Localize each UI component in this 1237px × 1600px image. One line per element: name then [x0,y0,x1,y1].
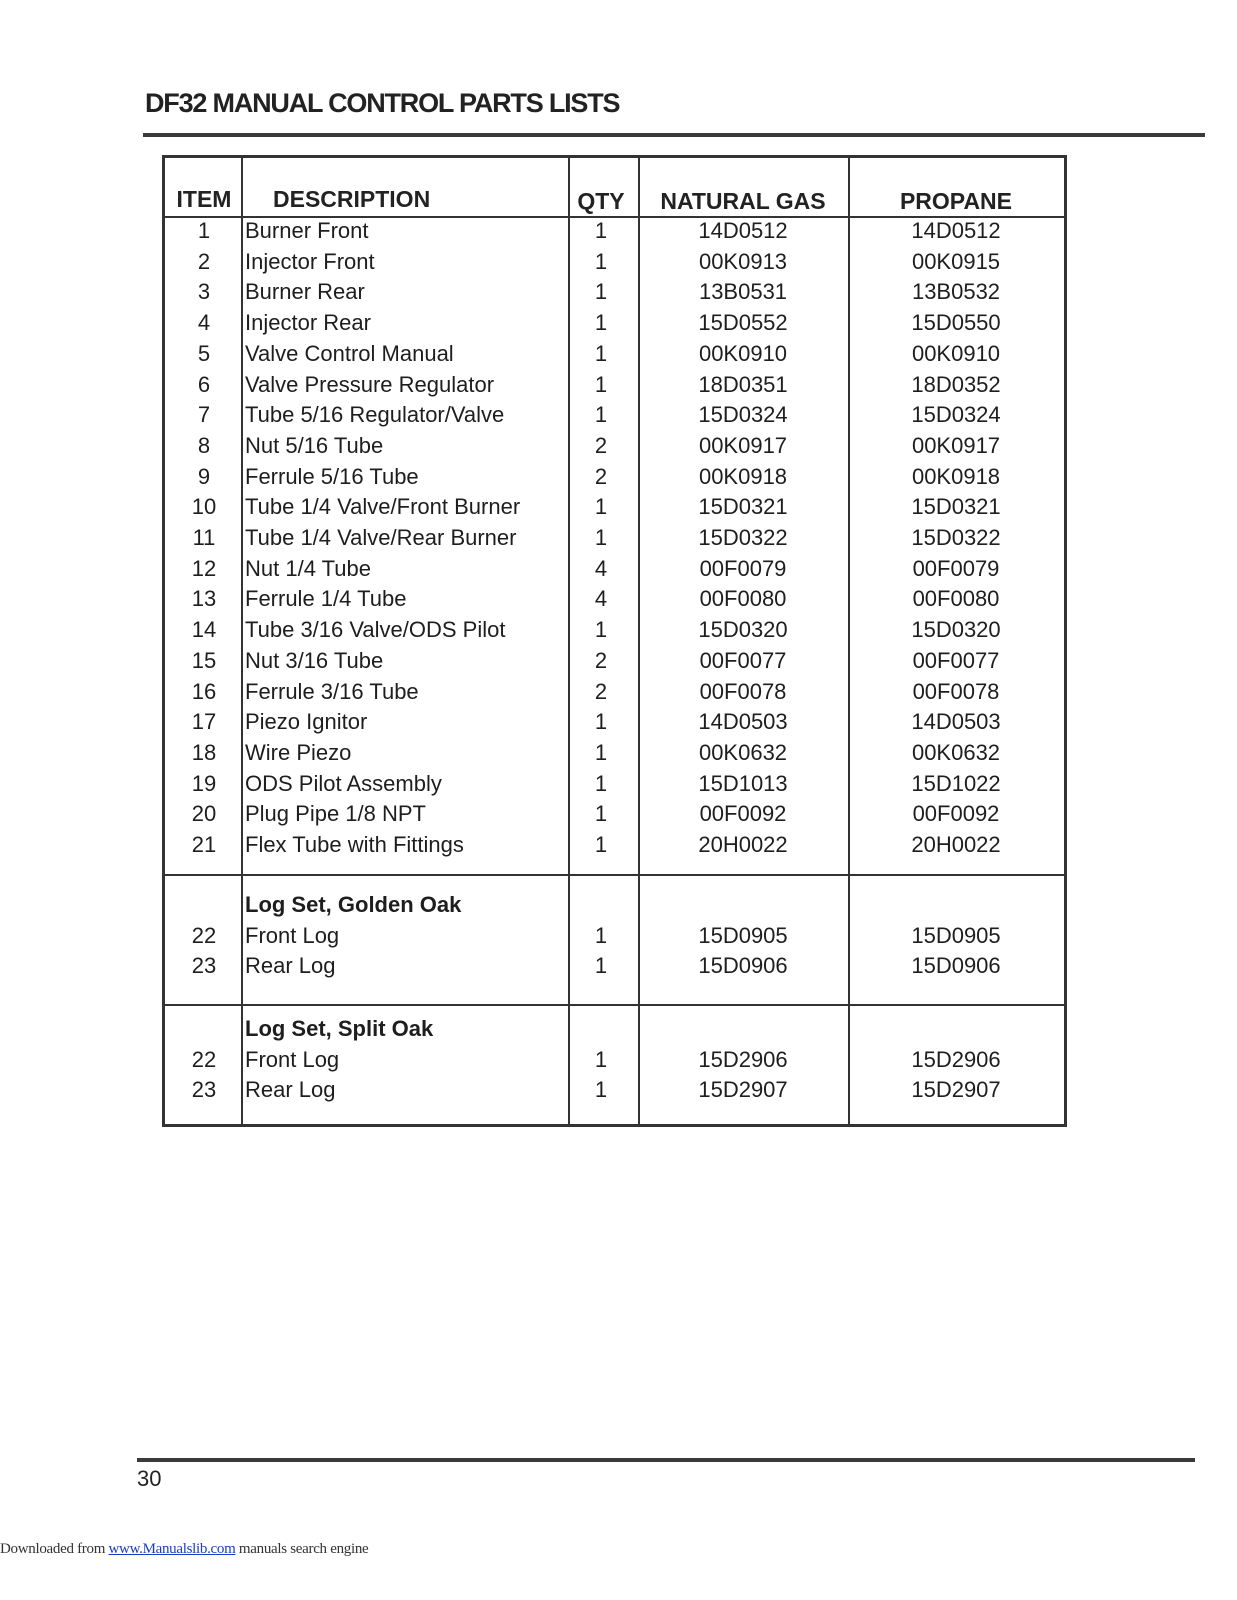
cell-description: Ferrule 1/4 Tube [245,586,407,611]
cell-qty: 1 [594,494,608,519]
cell-item: 15 [191,648,217,673]
cell-propane: 15D0322 [911,525,1001,550]
parts-table [162,155,1067,1127]
cell-description: Rear Log [245,1077,336,1102]
cell-item: 22 [191,923,217,948]
cell-description: Burner Front [245,218,369,243]
cell-natural-gas: 00K0913 [698,249,788,274]
cell-item: 9 [197,464,211,489]
cell-propane: 00F0077 [912,648,1000,673]
cell-qty: 1 [594,923,608,948]
cell-propane: 13B0532 [911,279,1001,304]
cell-propane: 15D0321 [911,494,1001,519]
cell-natural-gas: 15D0322 [698,525,788,550]
cell-description: Front Log [245,1047,340,1072]
cell-natural-gas: 15D0324 [698,402,788,427]
cell-propane: 00F0079 [912,556,1000,581]
cell-natural-gas: 14D0512 [698,218,788,243]
cell-description: Valve Pressure Regulator [245,372,495,397]
cell-item: 21 [191,832,217,857]
cell-qty: 1 [594,372,608,397]
cell-qty: 1 [594,771,608,796]
cell-description: Ferrule 3/16 Tube [245,679,419,704]
cell-propane: 18D0352 [911,372,1001,397]
header-qty: QTY [577,188,625,214]
cell-natural-gas: 00F0092 [699,801,787,826]
cell-qty: 1 [594,218,608,243]
cell-qty: 1 [594,740,608,765]
cell-natural-gas: 00K0917 [698,433,788,458]
cell-natural-gas: 00F0078 [699,679,787,704]
group-title: Log Set, Split Oak [245,1016,434,1041]
cell-qty: 4 [594,586,608,611]
cell-propane: 00F0078 [912,679,1000,704]
cell-qty: 1 [594,249,608,274]
cell-propane: 00K0910 [911,341,1001,366]
cell-item: 13 [191,586,217,611]
cell-description: Nut 3/16 Tube [245,648,384,673]
cell-propane: 15D0550 [911,310,1001,335]
cell-qty: 1 [594,617,608,642]
cell-item: 20 [191,801,217,826]
cell-item: 1 [197,218,211,243]
cell-description: Rear Log [245,953,336,978]
cell-item: 4 [197,310,211,335]
cell-natural-gas: 00F0080 [699,586,787,611]
column-divider [241,158,243,1124]
cell-description: Wire Piezo [245,740,352,765]
cell-propane: 15D0320 [911,617,1001,642]
cell-natural-gas: 14D0503 [698,709,788,734]
cell-propane: 00K0915 [911,249,1001,274]
cell-item: 10 [191,494,217,519]
cell-item: 14 [191,617,217,642]
cell-propane: 00K0632 [911,740,1001,765]
cell-description: Nut 5/16 Tube [245,433,384,458]
cell-item: 5 [197,341,211,366]
cell-qty: 1 [594,525,608,550]
cell-propane: 14D0503 [911,709,1001,734]
cell-qty: 1 [594,402,608,427]
footer-suffix: manuals search engine [235,1541,369,1557]
cell-natural-gas: 00K0910 [698,341,788,366]
cell-description: Flex Tube with Fittings [245,832,464,857]
cell-qty: 1 [594,1077,608,1102]
cell-item: 23 [191,953,217,978]
cell-propane: 15D2906 [911,1047,1001,1072]
cell-description: Tube 3/16 Valve/ODS Pilot [245,617,506,642]
cell-item: 6 [197,372,211,397]
cell-propane: 15D2907 [911,1077,1001,1102]
cell-propane: 15D0905 [911,923,1001,948]
cell-item: 3 [197,279,211,304]
header-propane: PROPANE [899,188,1013,214]
cell-natural-gas: 15D2907 [698,1077,788,1102]
cell-qty: 1 [594,279,608,304]
cell-description: Ferrule 5/16 Tube [245,464,419,489]
cell-item: 19 [191,771,217,796]
cell-propane: 15D0324 [911,402,1001,427]
cell-description: Injector Front [245,249,375,274]
cell-qty: 1 [594,709,608,734]
cell-qty: 1 [594,310,608,335]
page-number: 30 [137,1466,162,1491]
cell-qty: 1 [594,832,608,857]
cell-description: Injector Rear [245,310,371,335]
cell-natural-gas: 15D0321 [698,494,788,519]
footer-prefix: Downloaded from [0,1541,109,1557]
cell-qty: 2 [594,679,608,704]
cell-natural-gas: 18D0351 [698,372,788,397]
cell-natural-gas: 15D0905 [698,923,788,948]
group-title: Log Set, Golden Oak [245,892,462,917]
cell-item: 22 [191,1047,217,1072]
cell-description: Plug Pipe 1/8 NPT [245,801,426,826]
bottom-rule [137,1458,1195,1462]
cell-qty: 1 [594,341,608,366]
cell-qty: 2 [594,464,608,489]
cell-item: 17 [191,709,217,734]
header-natural-gas: NATURAL GAS [660,188,826,214]
cell-item: 8 [197,433,211,458]
cell-qty: 2 [594,648,608,673]
cell-propane: 15D1022 [911,771,1001,796]
cell-description: Tube 1/4 Valve/Front Burner [245,494,521,519]
cell-natural-gas: 00F0077 [699,648,787,673]
header-description: DESCRIPTION [273,186,431,212]
cell-natural-gas: 15D1013 [698,771,788,796]
cell-description: Piezo Ignitor [245,709,368,734]
cell-description: Burner Rear [245,279,365,304]
cell-propane: 14D0512 [911,218,1001,243]
column-divider [568,158,570,1124]
cell-description: Tube 5/16 Regulator/Valve [245,402,505,427]
title-rule [143,133,1205,137]
cell-natural-gas: 13B0531 [698,279,788,304]
cell-qty: 4 [594,556,608,581]
cell-natural-gas: 00K0918 [698,464,788,489]
cell-description: Front Log [245,923,340,948]
cell-propane: 00F0080 [912,586,1000,611]
download-footer [0,1541,368,1558]
cell-natural-gas: 15D0320 [698,617,788,642]
group-divider [165,1004,1064,1006]
cell-propane: 15D0906 [911,953,1001,978]
cell-natural-gas: 00F0079 [699,556,787,581]
cell-description: Nut 1/4 Tube [245,556,371,581]
cell-description: Valve Control Manual [245,341,454,366]
cell-qty: 1 [594,801,608,826]
cell-item: 2 [197,249,211,274]
cell-qty: 2 [594,433,608,458]
cell-item: 11 [192,525,216,550]
group-divider [165,874,1064,876]
cell-propane: 00F0092 [912,801,1000,826]
cell-propane: 20H0022 [911,832,1001,857]
manualslib-link[interactable]: www.Manualslib.com [108,1541,236,1557]
column-divider [848,158,850,1124]
cell-natural-gas: 20H0022 [698,832,788,857]
cell-item: 18 [191,740,217,765]
cell-natural-gas: 00K0632 [698,740,788,765]
cell-qty: 1 [594,1047,608,1072]
header-item: ITEM [176,186,232,212]
cell-item: 12 [191,556,217,581]
cell-item: 7 [197,402,211,427]
cell-item: 23 [191,1077,217,1102]
cell-qty: 1 [594,953,608,978]
cell-description: ODS Pilot Assembly [245,771,442,796]
cell-propane: 00K0917 [911,433,1001,458]
cell-description: Tube 1/4 Valve/Rear Burner [245,525,517,550]
cell-item: 16 [191,679,217,704]
cell-natural-gas: 15D2906 [698,1047,788,1072]
cell-natural-gas: 15D0552 [698,310,788,335]
cell-propane: 00K0918 [911,464,1001,489]
cell-natural-gas: 15D0906 [698,953,788,978]
page-title: DF32 MANUAL CONTROL PARTS LISTS [145,88,620,118]
column-divider [638,158,640,1124]
